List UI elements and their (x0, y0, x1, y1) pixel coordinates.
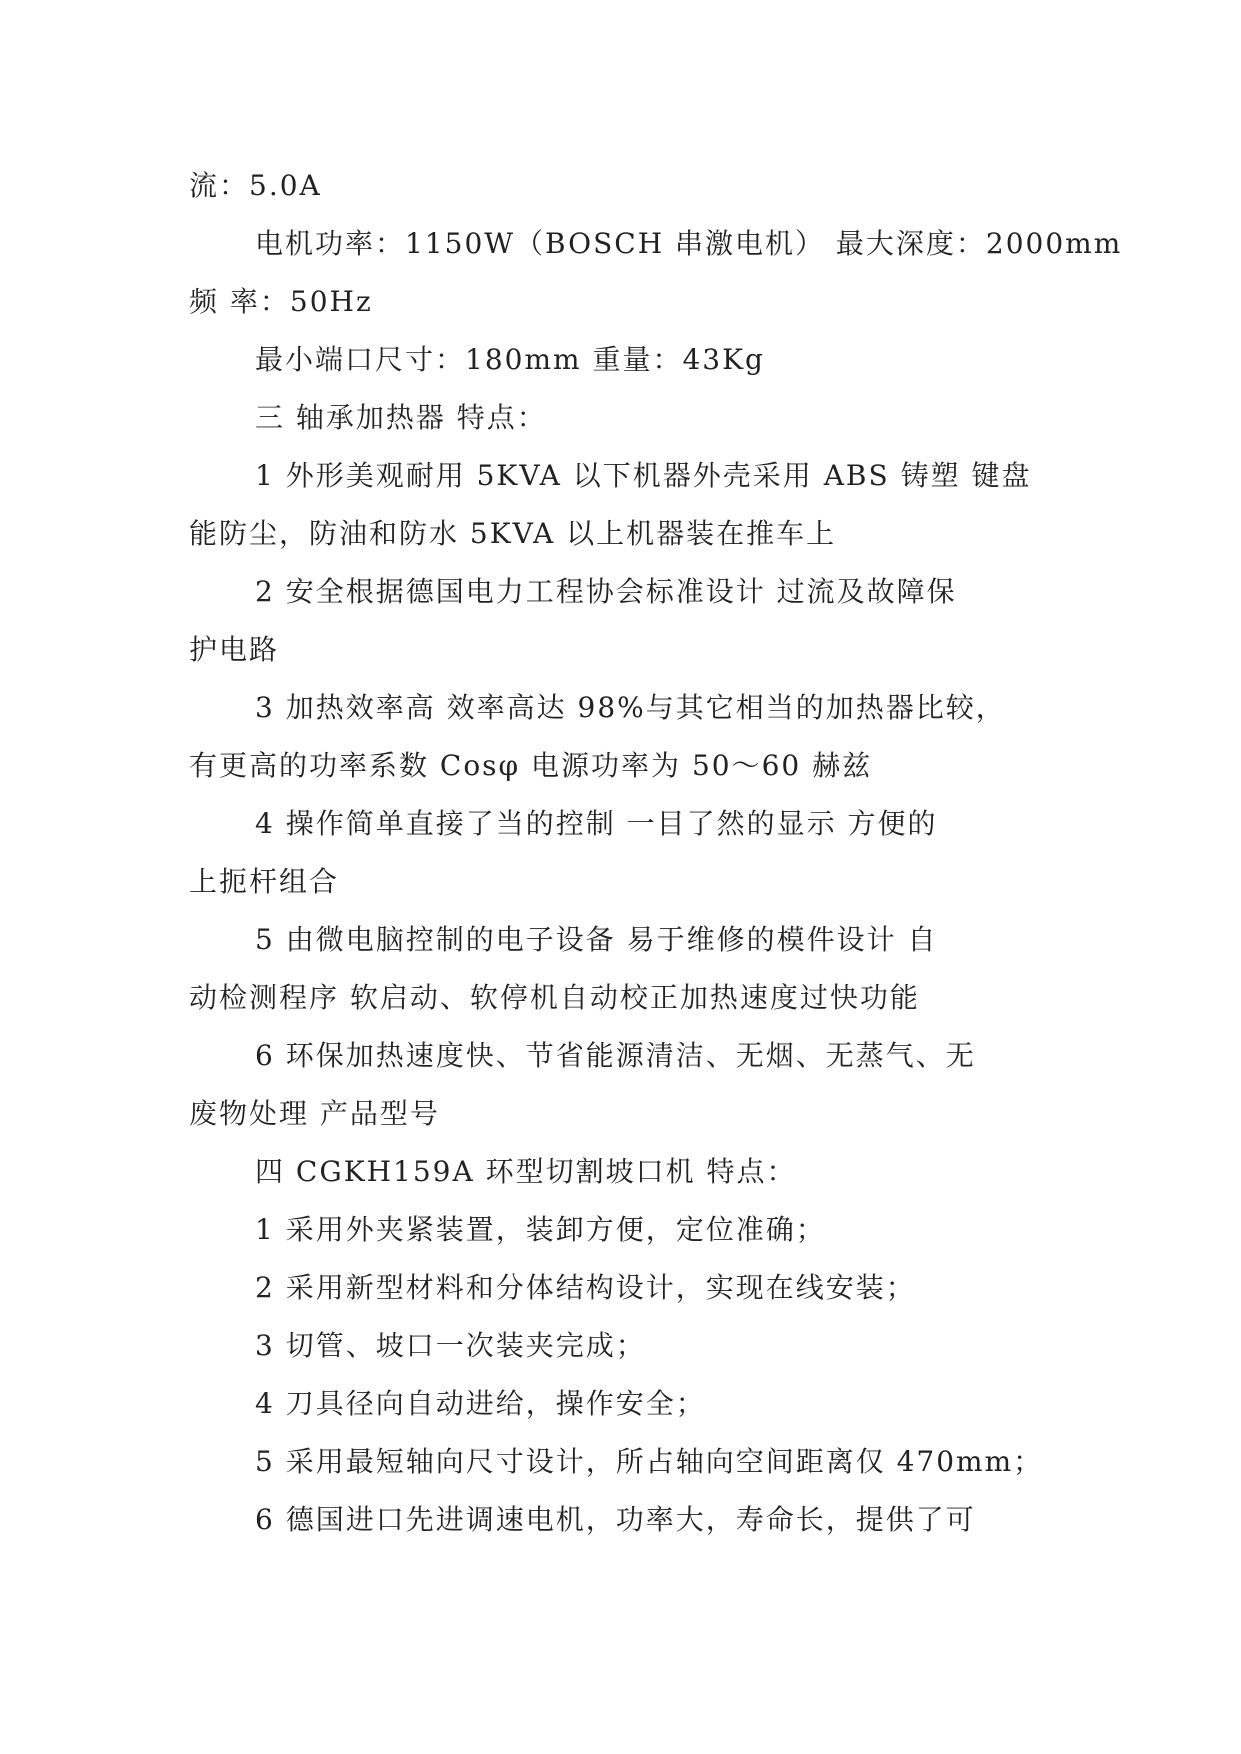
text-line: 四 CGKH159A 环型切割坡口机 特点： (255, 1155, 797, 1188)
document-body (189, 157, 1123, 1549)
text-line: 1 采用外夹紧装置，装卸方便，定位准确； (255, 1213, 826, 1246)
text-line: 能防尘，防油和防水 5KVA 以上机器装在推车上 (189, 517, 837, 550)
text-line: 电机功率：1150W（BOSCH 串激电机） 最大深度：2000mm (255, 227, 1123, 260)
text-line: 6 德国进口先进调速电机，功率大，寿命长，提供了可 (255, 1503, 976, 1536)
text-line: 2 安全根据德国电力工程协会标准设计 过流及故障保 (255, 575, 957, 608)
text-line: 动检测程序 软启动、软停机自动校正加热速度过快功能 (189, 981, 920, 1014)
text-line: 上扼杆组合 (189, 865, 340, 898)
text-line: 5 由微电脑控制的电子设备 易于维修的模件设计 自 (255, 923, 938, 956)
text-line: 频 率：50Hz (189, 285, 373, 318)
text-line: 废物处理 产品型号 (189, 1097, 440, 1130)
text-line: 3 加热效率高 效率高达 98%与其它相当的加热器比较， (255, 691, 1006, 724)
text-line: 1 外形美观耐用 5KVA 以下机器外壳采用 ABS 铸塑 键盘 (255, 459, 1032, 492)
text-line: 3 切管、坡口一次装夹完成； (255, 1329, 646, 1362)
text-line: 6 环保加热速度快、节省能源清洁、无烟、无蒸气、无 (255, 1039, 976, 1072)
text-line: 三 轴承加热器 特点： (255, 401, 547, 434)
text-line: 5 采用最短轴向尺寸设计，所占轴向空间距离仅 470mm； (255, 1445, 1044, 1478)
text-line: 4 刀具径向自动进给，操作安全； (255, 1387, 706, 1420)
text-line: 最小端口尺寸：180mm 重量：43Kg (255, 343, 765, 376)
text-line: 4 操作简单直接了当的控制 一目了然的显示 方便的 (255, 807, 938, 840)
text-line: 流：5.0A (189, 169, 322, 202)
text-line: 2 采用新型材料和分体结构设计，实现在线安装； (255, 1271, 916, 1304)
text-line: 护电路 (189, 633, 280, 666)
text-line: 有更高的功率系数 Cosφ 电源功率为 50～60 赫兹 (189, 749, 873, 782)
